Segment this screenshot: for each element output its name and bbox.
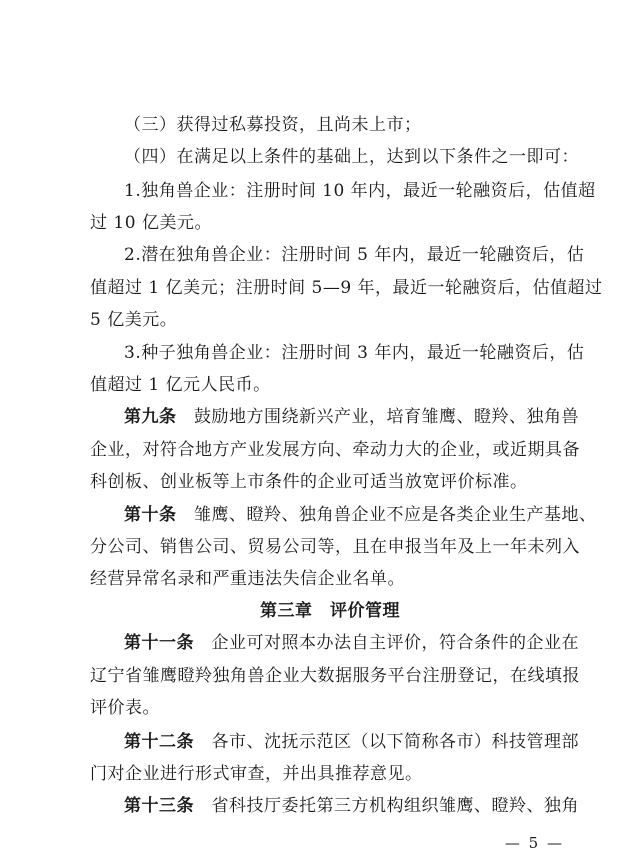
potential-unicorn-line-1: 2.潜在独角兽企业：注册时间 5 年内，最近一轮融资后，估 bbox=[124, 245, 585, 265]
chapter-3-heading: 第三章 评价管理 bbox=[260, 601, 400, 621]
article-13-line-1: 第十三条 省科技厅委托第三方机构组织雏鹰、瞪羚、独角 bbox=[124, 796, 579, 816]
article-10-label: 第十条 bbox=[124, 505, 177, 525]
page-number: — 5 — bbox=[504, 834, 564, 852]
article-11-line-2: 辽宁省雏鹰瞪羚独角兽企业大数据服务平台注册登记，在线填报 bbox=[90, 666, 580, 686]
article-9-line-3: 科创板、创业板等上市条件的企业可适当放宽评价标准。 bbox=[90, 472, 528, 492]
article-11-line-3: 评价表。 bbox=[90, 698, 160, 718]
article-9-line-2: 企业，对符合地方产业发展方向、牵动力大的企业，或近期具备 bbox=[90, 440, 580, 460]
article-9-label: 第九条 bbox=[124, 407, 177, 427]
seed-unicorn-line-2: 值超过 1 亿元人民币。 bbox=[90, 375, 271, 395]
unicorn-line-2: 过 10 亿美元。 bbox=[90, 213, 212, 233]
potential-unicorn-line-2: 值超过 1 亿美元；注册时间 5—9 年，最近一轮融资后，估值超过 bbox=[90, 278, 603, 298]
unicorn-line-1: 1.独角兽企业：注册时间 10 年内，最近一轮融资后，估值超 bbox=[124, 181, 596, 201]
seed-unicorn-line-1: 3.种子独角兽企业：注册时间 3 年内，最近一轮融资后，估 bbox=[124, 343, 585, 363]
clause-3-line: （三）获得过私募投资，且尚未上市； bbox=[124, 115, 422, 135]
article-13-label: 第十三条 bbox=[124, 796, 194, 816]
article-12-label: 第十二条 bbox=[124, 732, 194, 752]
article-10-line-3: 经营异常名录和严重违法失信企业名单。 bbox=[90, 569, 405, 589]
article-12-line-2: 门对企业进行形式审查，并出具推荐意见。 bbox=[90, 764, 423, 784]
potential-unicorn-line-3: 5 亿美元。 bbox=[90, 310, 178, 330]
article-12-line-1: 第十二条 各市、沈抚示范区（以下简称各市）科技管理部 bbox=[124, 732, 579, 752]
article-10-line-1: 第十条 雏鹰、瞪羚、独角兽企业不应是各类企业生产基地、 bbox=[124, 505, 597, 525]
article-10-line-2: 分公司、销售公司、贸易公司等，且在申报当年及上一年未列入 bbox=[90, 537, 580, 557]
article-11-label: 第十一条 bbox=[124, 633, 194, 653]
article-9-line-1: 第九条 鼓励地方围绕新兴产业，培育雏鹰、瞪羚、独角兽 bbox=[124, 407, 579, 427]
article-11-line-1: 第十一条 企业可对照本办法自主评价，符合条件的企业在 bbox=[124, 633, 579, 653]
clause-4-line: （四）在满足以上条件的基础上，达到以下条件之一即可： bbox=[124, 147, 579, 167]
